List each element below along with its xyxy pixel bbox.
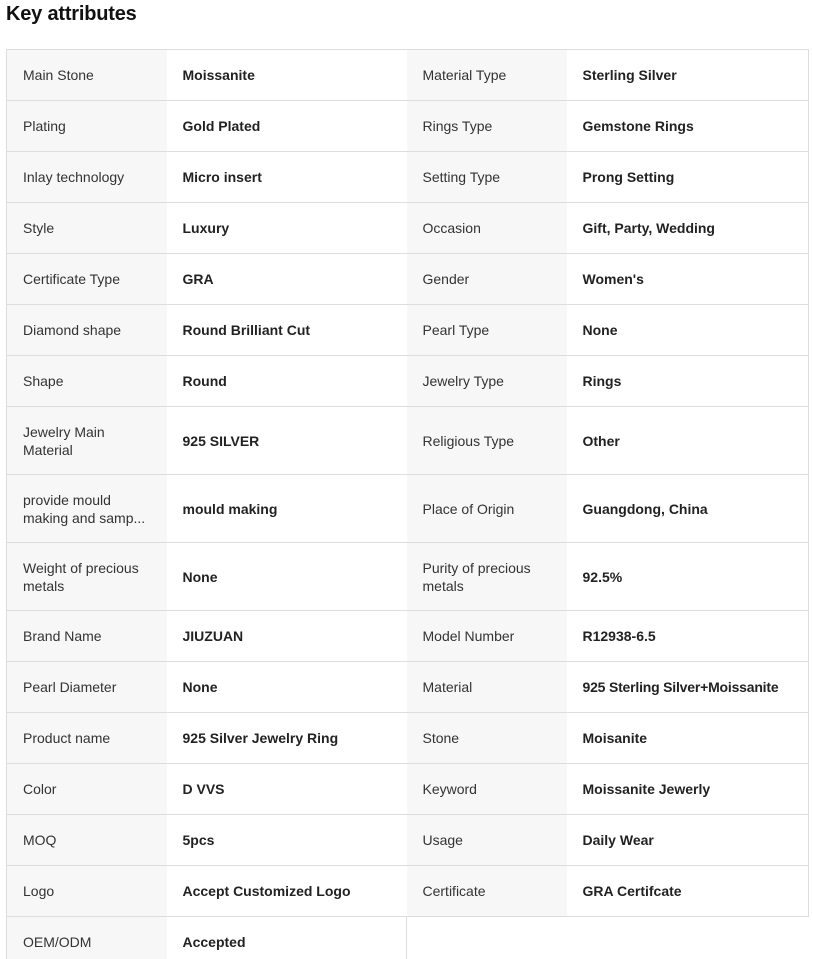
attribute-value: None	[167, 543, 407, 611]
attribute-key	[7, 475, 167, 543]
attribute-key: Keyword	[407, 764, 567, 815]
attribute-row	[7, 662, 809, 713]
attribute-key: Product name	[7, 713, 167, 764]
attribute-value: Moisanite	[567, 713, 809, 764]
attribute-value: GRA	[167, 254, 407, 305]
attribute-row	[7, 254, 809, 305]
section-title: Key attributes	[6, 3, 137, 25]
attribute-key	[407, 543, 567, 611]
attribute-key: Style	[7, 203, 167, 254]
attribute-row	[7, 203, 809, 254]
attribute-value: Gold Plated	[167, 101, 407, 152]
attribute-row	[7, 407, 809, 475]
attribute-value: Luxury	[167, 203, 407, 254]
attribute-key: MOQ	[7, 815, 167, 866]
attribute-key: Material Type	[407, 50, 567, 101]
attribute-key-text: Purity of precious metals	[422, 559, 531, 594]
attribute-value: Gift, Party, Wedding	[567, 203, 809, 254]
attribute-value: Moissanite	[167, 50, 407, 101]
attribute-key: Gender	[407, 254, 567, 305]
attribute-row	[7, 50, 809, 101]
attribute-value: 92.5%	[567, 543, 809, 611]
empty-cell	[407, 917, 567, 959]
attribute-value: GRA Certifcate	[567, 866, 809, 917]
attribute-value: Micro insert	[167, 152, 407, 203]
attribute-key: Occasion	[407, 203, 567, 254]
attribute-row	[7, 866, 809, 917]
attribute-value: 925 SILVER	[167, 407, 407, 475]
attribute-key: Setting Type	[407, 152, 567, 203]
attribute-key: Color	[7, 764, 167, 815]
attribute-key: OEM/ODM	[7, 917, 167, 959]
attribute-value: JIUZUAN	[167, 611, 407, 662]
attribute-value: Women's	[567, 254, 809, 305]
attribute-value: D VVS	[167, 764, 407, 815]
attribute-value: Rings	[567, 356, 809, 407]
attribute-value: Round Brilliant Cut	[167, 305, 407, 356]
attribute-value: Sterling Silver	[567, 50, 809, 101]
attribute-key: Pearl Diameter	[7, 662, 167, 713]
attribute-row	[7, 611, 809, 662]
attribute-value: 5pcs	[167, 815, 407, 866]
attribute-value: Gemstone Rings	[567, 101, 809, 152]
attribute-key: Plating	[7, 101, 167, 152]
attribute-key-text: provide mould making and samp...	[23, 491, 146, 526]
attribute-value: Daily Wear	[567, 815, 809, 866]
attribute-row	[7, 305, 809, 356]
attribute-row	[7, 917, 809, 959]
attribute-row	[7, 475, 809, 543]
attribute-key: Material	[407, 662, 567, 713]
attribute-value: None	[567, 305, 809, 356]
attribute-key: Brand Name	[7, 611, 167, 662]
attribute-key: Rings Type	[407, 101, 567, 152]
attribute-key-text: Jewelry Main Material	[23, 423, 105, 458]
attribute-value: 925 Silver Jewelry Ring	[167, 713, 407, 764]
attribute-key: Stone	[407, 713, 567, 764]
attribute-row	[7, 815, 809, 866]
attribute-key: Certificate	[407, 866, 567, 917]
attribute-row	[7, 713, 809, 764]
attribute-key: Main Stone	[7, 50, 167, 101]
attribute-key: Usage	[407, 815, 567, 866]
attribute-key	[7, 543, 167, 611]
attribute-value: Prong Setting	[567, 152, 809, 203]
attribute-key-text: Weight of precious metals	[23, 559, 139, 594]
attribute-row	[7, 152, 809, 203]
attribute-value: Moissanite Jewerly	[567, 764, 809, 815]
attribute-value: None	[167, 662, 407, 713]
attribute-key: Shape	[7, 356, 167, 407]
attribute-value: Guangdong, China	[567, 475, 809, 543]
attribute-key: Model Number	[407, 611, 567, 662]
attribute-key: Diamond shape	[7, 305, 167, 356]
attribute-key: Certificate Type	[7, 254, 167, 305]
attribute-row	[7, 543, 809, 611]
attribute-value: Round	[167, 356, 407, 407]
attribute-key: Inlay technology	[7, 152, 167, 203]
attribute-row	[7, 356, 809, 407]
key-attributes-table	[6, 49, 809, 959]
attribute-value: Accepted	[167, 917, 407, 959]
attribute-row	[7, 764, 809, 815]
attribute-key: Place of Origin	[407, 475, 567, 543]
attribute-value: R12938-6.5	[567, 611, 809, 662]
empty-cell	[567, 917, 809, 959]
attribute-value: Other	[567, 407, 809, 475]
attribute-value: Accept Customized Logo	[167, 866, 407, 917]
attribute-row	[7, 101, 809, 152]
attribute-key	[7, 407, 167, 475]
attribute-value: 925 Sterling Silver+Moissanite	[567, 662, 809, 713]
attribute-key: Logo	[7, 866, 167, 917]
attribute-key: Pearl Type	[407, 305, 567, 356]
attribute-key: Religious Type	[407, 407, 567, 475]
attribute-key: Jewelry Type	[407, 356, 567, 407]
attribute-value: mould making	[167, 475, 407, 543]
